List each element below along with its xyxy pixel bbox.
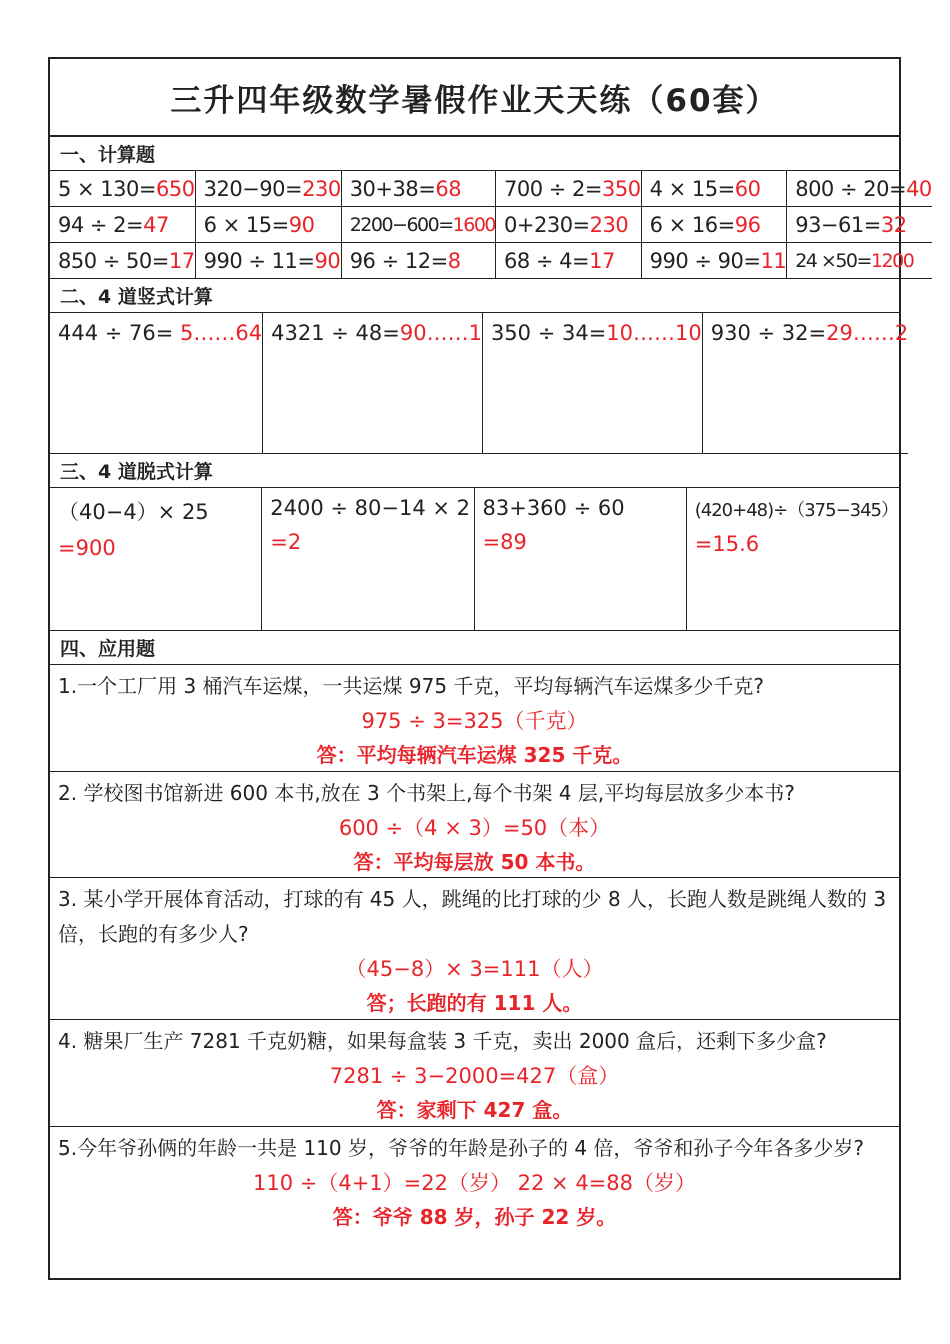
problem-solution: （45−8）× 3=111（人） bbox=[345, 957, 604, 981]
section-heading-calc: 一、计算题 bbox=[50, 137, 899, 171]
word-problem bbox=[50, 878, 899, 1020]
calc-item: 30+38= 68 bbox=[342, 171, 496, 207]
calc-item: 2200−600= 1600 bbox=[342, 207, 496, 243]
problem-solution: 110 ÷（4+1）=22（岁） 22 × 4=88（岁） bbox=[252, 1171, 696, 1195]
worksheet bbox=[48, 57, 932, 1280]
problem-answer: 答；长跑的有 111 人。 bbox=[366, 991, 583, 1015]
calc-item: 6 × 16= 96 bbox=[642, 207, 788, 243]
calc-item: 68 ÷ 4= 17 bbox=[496, 243, 642, 279]
stepwise-item: (420+48)÷（375−345） =15.6 bbox=[687, 488, 899, 631]
stepwise-grid bbox=[50, 488, 899, 631]
calc-item: 0+230= 230 bbox=[496, 207, 642, 243]
problem-answer: 答：家剩下 427 盒。 bbox=[376, 1098, 573, 1122]
calc-item: 24 ×50= 1200 bbox=[787, 243, 932, 279]
vertical-item: 444 ÷ 76= 5……64 bbox=[50, 313, 263, 454]
calc-item: 320−90= 230 bbox=[196, 171, 342, 207]
problem-answer: 答：爷爷 88 岁，孙子 22 岁。 bbox=[332, 1205, 617, 1229]
problem-solution: 975 ÷ 3=325（千克） bbox=[361, 709, 588, 733]
stepwise-item: （40−4）× 25 =900 bbox=[50, 488, 262, 631]
section-heading-stepwise: 三、4 道脱式计算 bbox=[50, 454, 899, 488]
problem-answer: 答：平均每层放 50 本书。 bbox=[353, 850, 596, 874]
calc-item: 93−61= 32 bbox=[787, 207, 932, 243]
vertical-item: 350 ÷ 34=10……10 bbox=[483, 313, 703, 454]
calc-item: 94 ÷ 2= 47 bbox=[50, 207, 196, 243]
calc-grid bbox=[50, 171, 932, 279]
word-problem bbox=[50, 665, 899, 772]
problem-question: 5.今年爷孙俩的年龄一共是 110 岁，爷爷的年龄是孙子的 4 倍，爷爷和孙子今年各多少岁? bbox=[58, 1136, 865, 1160]
word-problem bbox=[50, 1127, 899, 1267]
section-heading-vertical: 二、4 道竖式计算 bbox=[50, 279, 899, 313]
problem-question: 3. 某小学开展体育活动，打球的有 45 人，跳绳的比打球的少 8 人，长跑人数是跳绳人数的 3 倍，长跑的有多少人? bbox=[58, 887, 887, 946]
calc-item: 850 ÷ 50= 17 bbox=[50, 243, 196, 279]
problem-question: 4. 糖果厂生产 7281 千克奶糖，如果每盒装 3 千克，卖出 2000 盒后，还剩下多少盒? bbox=[58, 1029, 827, 1053]
stepwise-item: 83+360 ÷ 60 =89 bbox=[475, 488, 687, 631]
calc-item: 800 ÷ 20= 40 bbox=[787, 171, 932, 207]
problem-solution: 600 ÷（4 × 3）=50（本） bbox=[338, 816, 611, 840]
calc-item: 990 ÷ 90= 11 bbox=[642, 243, 788, 279]
vertical-grid bbox=[50, 313, 909, 454]
calc-item: 4 × 15= 60 bbox=[642, 171, 788, 207]
word-problem bbox=[50, 772, 899, 878]
page-title: 三升四年级数学暑假作业天天练（60套） bbox=[50, 59, 899, 137]
calc-item: 990 ÷ 11= 90 bbox=[196, 243, 342, 279]
calc-item: 700 ÷ 2= 350 bbox=[496, 171, 642, 207]
vertical-item: 4321 ÷ 48=90……1 bbox=[263, 313, 483, 454]
word-problems bbox=[50, 665, 899, 1267]
problem-question: 2. 学校图书馆新进 600 本书,放在 3 个书架上,每个书架 4 层,平均每层放多少本书? bbox=[58, 781, 795, 805]
vertical-item: 930 ÷ 32=29……2 bbox=[703, 313, 908, 454]
word-problem bbox=[50, 1020, 899, 1127]
problem-solution: 7281 ÷ 3−2000=427（盒） bbox=[329, 1064, 620, 1088]
stepwise-item: 2400 ÷ 80−14 × 2 =2 bbox=[262, 488, 474, 631]
calc-item: 5 × 130= 650 bbox=[50, 171, 196, 207]
problem-answer: 答：平均每辆汽车运煤 325 千克。 bbox=[316, 743, 633, 767]
calc-item: 6 × 15= 90 bbox=[196, 207, 342, 243]
calc-item: 96 ÷ 12= 8 bbox=[342, 243, 496, 279]
problem-question: 1.一个工厂用 3 桶汽车运煤，一共运煤 975 千克，平均每辆汽车运煤多少千克? bbox=[58, 674, 765, 698]
section-heading-word: 四、应用题 bbox=[50, 631, 899, 665]
